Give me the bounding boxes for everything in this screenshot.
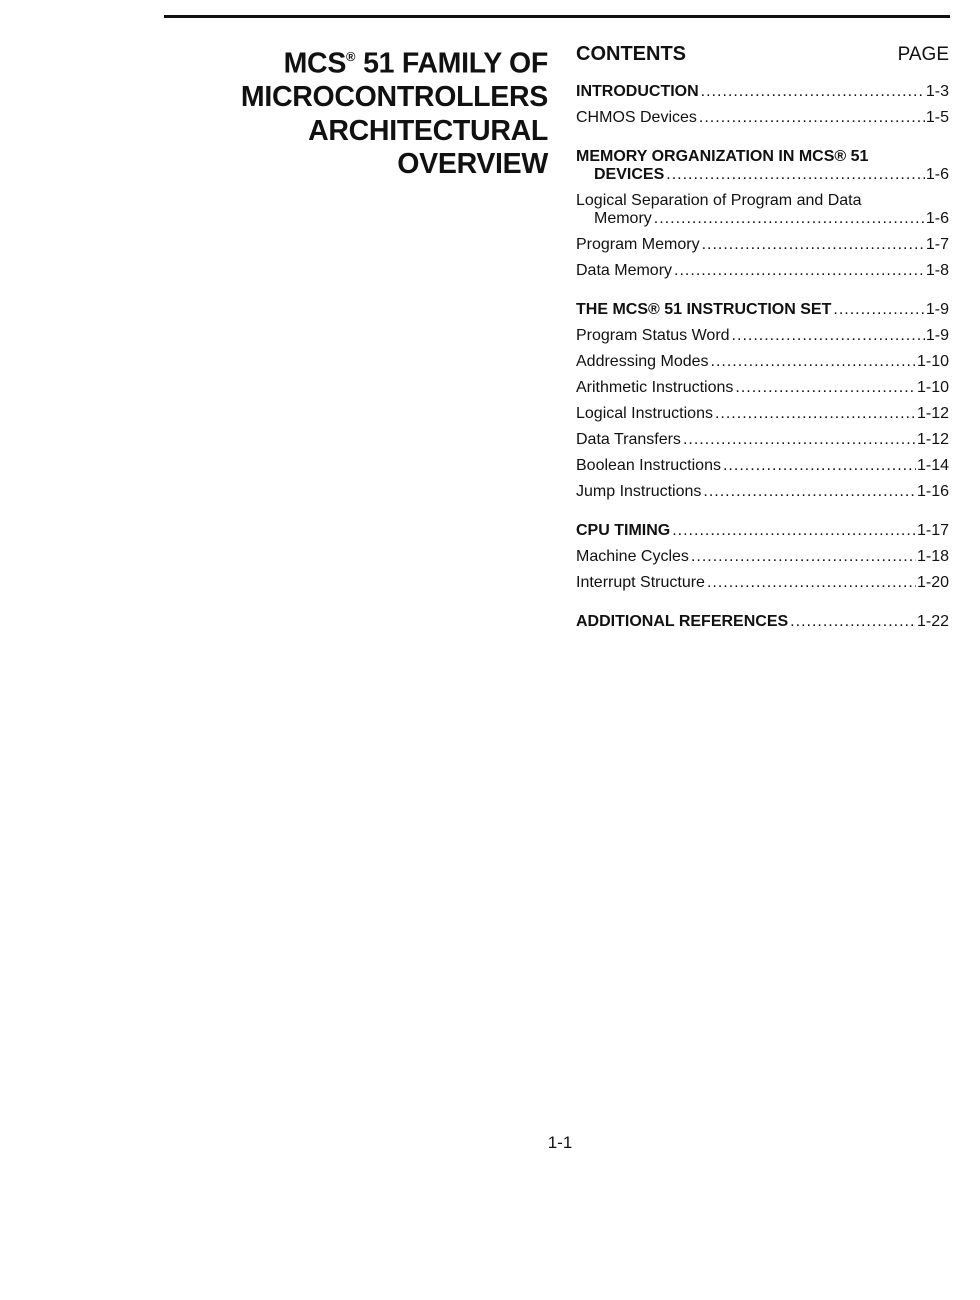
toc-header — [576, 43, 949, 69]
toc-entry[interactable]: Data Transfers ..... 1-12 — [576, 431, 949, 457]
toc-entry[interactable]: CPU TIMING ..... 1-17 — [576, 522, 949, 548]
toc-entry[interactable]: INTRODUCTION ..... 1-3 — [576, 83, 949, 109]
toc-entry[interactable]: Data Memory ..... 1-8 — [576, 262, 949, 288]
toc-entry[interactable]: Machine Cycles ..... 1-18 — [576, 548, 949, 574]
toc-entry[interactable]: Program Memory ..... 1-7 — [576, 236, 949, 262]
registered-mark: ® — [346, 49, 356, 64]
toc-entry[interactable]: THE MCS® 51 INSTRUCTION SET ..... 1-9 — [576, 301, 949, 327]
chapter-title-line-3: ARCHITECTURAL — [308, 114, 548, 147]
toc-heading: CONTENTS — [576, 43, 686, 65]
chapter-title-line-4: OVERVIEW — [397, 148, 548, 181]
chapter-title — [160, 40, 548, 182]
toc-entry[interactable]: Addressing Modes ..... 1-10 — [576, 353, 949, 379]
top-rule — [164, 15, 950, 18]
toc-section-introduction — [576, 83, 949, 135]
toc-section-memory-organization — [576, 148, 949, 288]
toc-entry[interactable]: Interrupt Structure ..... 1-20 — [576, 574, 949, 600]
toc-section-instruction-set — [576, 301, 949, 509]
toc-entry[interactable]: ADDITIONAL REFERENCES ..... 1-22 — [576, 613, 949, 639]
toc-entry[interactable]: MEMORY ORGANIZATION IN MCS® 51 DEVICES ..... 1-6 — [576, 148, 949, 184]
page-number: 1-1 — [547, 1133, 573, 1152]
toc-page-heading: PAGE — [897, 44, 949, 65]
toc-entry[interactable]: Program Status Word ..... 1-9 — [576, 327, 949, 353]
toc-section-cpu-timing — [576, 522, 949, 600]
toc-entry[interactable]: Boolean Instructions ..... 1-14 — [576, 457, 949, 483]
toc-entry[interactable]: CHMOS Devices ..... 1-5 — [576, 109, 949, 135]
toc-entry[interactable]: Jump Instructions ..... 1-16 — [576, 483, 949, 509]
toc-section-additional-references — [576, 613, 949, 639]
table-of-contents — [576, 43, 949, 652]
toc-entry[interactable]: Logical Separation of Program and Data Memory ..... 1-6 — [576, 192, 949, 228]
chapter-title-line-2: MICROCONTROLLERS — [240, 81, 548, 114]
toc-entry[interactable]: Arithmetic Instructions ..... 1-10 — [576, 379, 949, 405]
toc-entry[interactable]: Logical Instructions ..... 1-12 — [576, 405, 949, 431]
chapter-title-line-1: MCS® 51 FAMILY OF — [283, 47, 548, 80]
